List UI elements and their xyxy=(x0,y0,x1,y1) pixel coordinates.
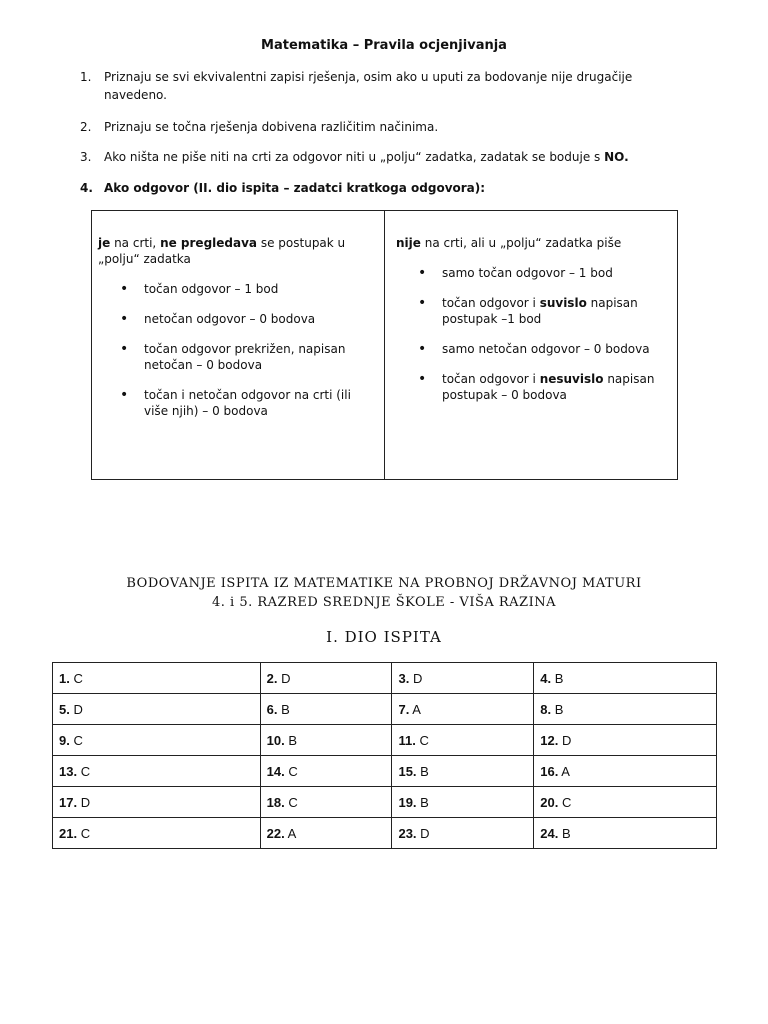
box-right-column xyxy=(396,235,671,417)
answer-letter: B xyxy=(420,763,429,779)
heading-sub: 4. i 5. RAZRED SREDNJE ŠKOLE - VIŠA RAZINA xyxy=(212,595,556,610)
list-item: • točan odgovor prekrižen, napisan netočan – 0 bodova xyxy=(98,341,368,373)
question-number: 3. xyxy=(398,670,410,686)
question-number: 10. xyxy=(266,732,285,748)
list-item: • samo točan odgovor – 1 bod xyxy=(396,265,671,281)
answer-letter: B xyxy=(554,670,564,686)
answer-letter: C xyxy=(288,763,298,779)
question-number: 2. xyxy=(266,670,278,686)
answer-cell xyxy=(392,694,534,725)
answer-cell xyxy=(53,694,261,725)
rule-number: 3. xyxy=(80,150,92,164)
rule-number: 2. xyxy=(80,120,92,134)
item-text: točan odgovor i xyxy=(442,372,540,386)
left-list xyxy=(98,281,368,419)
answer-cell xyxy=(260,787,392,818)
box-left-column xyxy=(98,235,368,433)
answer-letter: B xyxy=(420,794,429,810)
document-title: Matematika – Pravila ocjenjivanja xyxy=(261,38,507,53)
box-divider xyxy=(384,211,385,479)
answer-letter: C xyxy=(80,825,91,841)
question-number: 19. xyxy=(398,794,417,810)
answer-cell xyxy=(260,694,392,725)
answer-letter: D xyxy=(420,825,430,841)
answer-letter: B xyxy=(281,701,290,717)
item-bold: suvislo xyxy=(539,296,587,310)
question-number: 22. xyxy=(266,825,285,841)
answer-cell xyxy=(260,818,392,849)
left-intro-bold-2: ne pregledava xyxy=(160,236,258,250)
answer-letter: C xyxy=(73,732,83,748)
question-number: 23. xyxy=(398,825,417,841)
question-number: 14. xyxy=(266,763,285,779)
answer-cell xyxy=(260,725,392,756)
item-text: točan odgovor i xyxy=(442,296,540,310)
answer-letter: A xyxy=(412,701,421,717)
question-number: 1. xyxy=(59,670,70,686)
question-number: 9. xyxy=(59,732,70,748)
question-number: 15. xyxy=(398,763,417,779)
answer-cell xyxy=(534,818,717,849)
question-number: 6. xyxy=(266,701,278,717)
right-intro xyxy=(396,235,671,251)
answer-cell xyxy=(53,663,261,694)
answer-letter: B xyxy=(554,701,564,717)
answer-cell xyxy=(53,756,261,787)
answer-cell xyxy=(534,787,717,818)
heading-main: BODOVANJE ISPITA IZ MATEMATIKE NA PROBNOJ DRŽAVNOJ MATURI xyxy=(126,576,642,591)
question-number: 17. xyxy=(59,794,78,810)
section-heading: I. DIO ISPITA xyxy=(326,628,442,646)
rule-text: Priznaju se svi ekvivalentni zapisi rješenja, osim ako u uputi za bodovanje nije drugačije navedeno. xyxy=(104,70,633,102)
table-row xyxy=(53,663,717,694)
answer-cell xyxy=(260,756,392,787)
rule-4 xyxy=(80,179,680,197)
question-number: 11. xyxy=(398,732,416,748)
right-intro-bold: nije xyxy=(396,236,421,250)
answer-letter: A xyxy=(561,763,570,779)
grading-box xyxy=(91,210,678,480)
rule-text: Priznaju se točna rješenja dobivena različitim načinima. xyxy=(104,120,439,134)
answer-cell xyxy=(260,663,392,694)
left-intro xyxy=(98,235,368,267)
rule-number: 4. xyxy=(80,181,93,195)
right-list xyxy=(396,265,671,403)
table-row xyxy=(53,818,717,849)
rule-text xyxy=(104,148,680,166)
question-number: 5. xyxy=(59,701,70,717)
list-item xyxy=(396,295,671,327)
answer-cell xyxy=(534,694,717,725)
answers-table xyxy=(52,662,717,849)
answer-letter: C xyxy=(561,794,572,810)
answer-cell xyxy=(534,725,717,756)
answer-letter: C xyxy=(80,763,91,779)
item-bold: nesuvislo xyxy=(539,372,604,386)
question-number: 7. xyxy=(398,701,410,717)
rule-text-bold: NO. xyxy=(604,150,629,164)
rule-text: Ako odgovor (II. dio ispita – zadatci kratkoga odgovora): xyxy=(104,181,486,195)
question-number: 21. xyxy=(59,825,78,841)
answer-letter: B xyxy=(561,825,571,841)
answer-letter: D xyxy=(80,794,91,810)
table-row xyxy=(53,725,717,756)
answer-letter: D xyxy=(73,701,83,717)
answer-cell xyxy=(53,818,261,849)
right-intro-text: na crti, ali u „polju“ zadatka piše xyxy=(420,236,622,250)
table-row xyxy=(53,787,717,818)
list-item: • samo netočan odgovor – 0 bodova xyxy=(396,341,671,357)
answer-cell xyxy=(392,725,534,756)
left-intro-bold-1: je xyxy=(98,236,111,250)
answer-cell xyxy=(534,663,717,694)
item-text: napisan postupak – 0 bodova xyxy=(442,372,655,402)
answer-letter: B xyxy=(288,732,298,748)
answer-cell xyxy=(534,756,717,787)
rule-2 xyxy=(80,118,680,136)
left-intro-text-1: na crti, xyxy=(110,236,161,250)
rule-3 xyxy=(80,148,680,166)
answer-cell xyxy=(392,756,534,787)
answer-cell xyxy=(53,725,261,756)
answer-cell xyxy=(392,663,534,694)
list-item: • netočan odgovor – 0 bodova xyxy=(98,311,368,327)
table-row xyxy=(53,694,717,725)
answer-cell xyxy=(392,787,534,818)
list-item: • točan i netočan odgovor na crti (ili više njih) – 0 bodova xyxy=(98,387,368,419)
item-text: napisan postupak –1 bod xyxy=(442,296,638,326)
question-number: 24. xyxy=(540,825,559,841)
question-number: 16. xyxy=(540,763,559,779)
left-intro-text-2: se postupak u „polju“ zadatka xyxy=(98,236,346,266)
answer-cell xyxy=(53,787,261,818)
question-number: 13. xyxy=(59,763,78,779)
answer-cell xyxy=(392,818,534,849)
answer-letter: D xyxy=(281,670,291,686)
rule-1 xyxy=(80,68,680,104)
answer-letter: A xyxy=(287,825,297,841)
question-number: 18. xyxy=(266,794,285,810)
answer-letter: D xyxy=(561,732,572,748)
list-item: • točan odgovor – 1 bod xyxy=(98,281,368,297)
rule-text-plain: Ako ništa ne piše niti na crti za odgovor niti u „polju“ zadatka, zadatak se boduje s xyxy=(104,150,605,164)
answer-letter: D xyxy=(412,670,423,686)
answer-letter: C xyxy=(73,670,83,686)
answer-letter: C xyxy=(288,794,298,810)
question-number: 8. xyxy=(540,701,552,717)
question-number: 12. xyxy=(540,732,559,748)
question-number: 4. xyxy=(540,670,552,686)
answer-letter: C xyxy=(419,732,429,748)
table-row xyxy=(53,756,717,787)
question-number: 20. xyxy=(540,794,559,810)
list-item xyxy=(396,371,671,403)
rule-number: 1. xyxy=(80,70,92,84)
